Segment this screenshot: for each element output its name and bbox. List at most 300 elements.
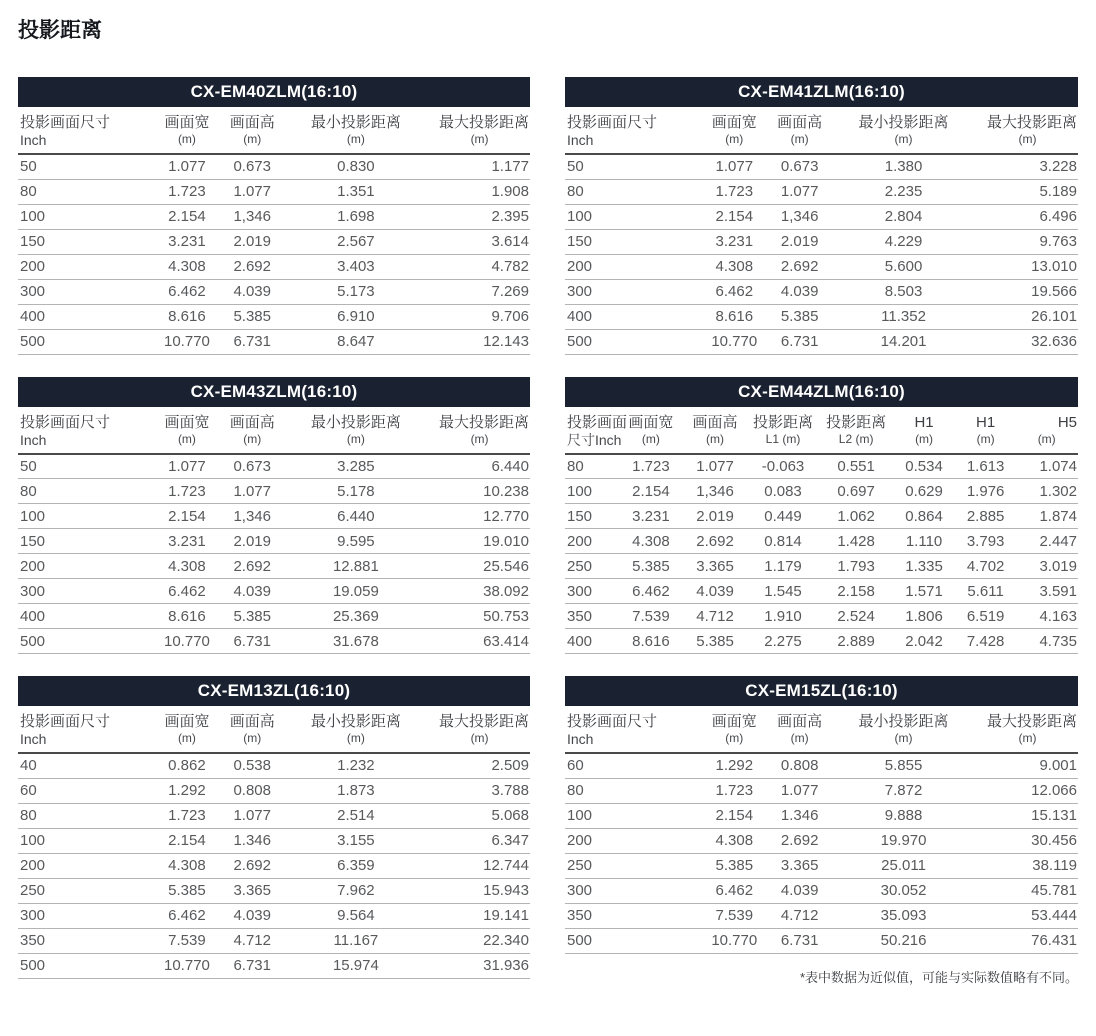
size-inch-cell: 300: [565, 279, 698, 304]
value-cell: 2.889: [819, 629, 893, 654]
table-row: [18, 504, 530, 529]
value-cell: -0.063: [747, 454, 819, 479]
value-cell: 6.462: [698, 279, 770, 304]
value-cell: 0.534: [893, 454, 955, 479]
value-cell: 0.862: [151, 753, 223, 778]
table-row: [18, 304, 530, 329]
value-cell: 6.731: [223, 629, 282, 654]
column-header: 画面高 (m): [223, 107, 282, 154]
value-cell: 50.753: [430, 604, 530, 629]
column-header: 画面宽 (m): [698, 107, 770, 154]
value-cell: 1.793: [819, 554, 893, 579]
value-cell: 1.571: [893, 579, 955, 604]
table-row: [565, 878, 1078, 903]
value-cell: 7.872: [829, 778, 978, 803]
value-cell: 6.440: [430, 454, 530, 479]
table-row: [565, 254, 1078, 279]
value-cell: 0.538: [223, 753, 282, 778]
value-cell: 2.692: [770, 828, 829, 853]
projection-distance-table: [18, 407, 530, 655]
value-cell: 4.712: [223, 928, 282, 953]
column-header: 投影画面 尺寸Inch: [565, 407, 619, 454]
value-cell: 7.269: [430, 279, 530, 304]
value-cell: 50.216: [829, 928, 978, 953]
value-cell: 2.158: [819, 579, 893, 604]
table-row: [565, 279, 1078, 304]
value-cell: 12.143: [430, 329, 530, 354]
value-cell: 4.039: [223, 903, 282, 928]
column-header: 最小投影距离 (m): [282, 407, 430, 454]
value-cell: 25.546: [430, 554, 530, 579]
table-row: [565, 803, 1078, 828]
value-cell: 9.763: [978, 229, 1078, 254]
value-cell: 30.052: [829, 878, 978, 903]
table-row: [18, 953, 530, 978]
value-cell: 3.591: [1016, 579, 1078, 604]
tables-grid: [18, 77, 1078, 986]
table-row: [565, 778, 1078, 803]
table-row: [565, 753, 1078, 778]
size-inch-cell: 300: [18, 279, 151, 304]
value-cell: 5.385: [223, 304, 282, 329]
table-row: [18, 903, 530, 928]
value-cell: 1.723: [151, 803, 223, 828]
value-cell: 6.462: [151, 579, 223, 604]
value-cell: 5.173: [282, 279, 430, 304]
size-inch-cell: 100: [18, 504, 151, 529]
value-cell: 2.042: [893, 629, 955, 654]
value-cell: 1.179: [747, 554, 819, 579]
value-cell: 19.059: [282, 579, 430, 604]
table-row: [565, 229, 1078, 254]
value-cell: 1.292: [151, 778, 223, 803]
value-cell: 1.074: [1016, 454, 1078, 479]
value-cell: 4.229: [829, 229, 978, 254]
value-cell: 2.509: [430, 753, 530, 778]
size-inch-cell: 60: [565, 753, 698, 778]
value-cell: 11.167: [282, 928, 430, 953]
value-cell: 5.189: [978, 179, 1078, 204]
value-cell: 0.830: [282, 154, 430, 179]
column-header: 投影距离 L2 (m): [819, 407, 893, 454]
size-inch-cell: 80: [18, 179, 151, 204]
value-cell: 9.595: [282, 529, 430, 554]
value-cell: 4.308: [698, 828, 770, 853]
value-cell: 1.806: [893, 604, 955, 629]
value-cell: 3.365: [683, 554, 747, 579]
size-inch-cell: 150: [18, 229, 151, 254]
value-cell: 8.616: [151, 604, 223, 629]
value-cell: 6.731: [770, 928, 829, 953]
size-inch-cell: 100: [18, 828, 151, 853]
size-inch-cell: 200: [565, 828, 698, 853]
value-cell: 38.119: [978, 853, 1078, 878]
projection-distance-table: [565, 107, 1078, 355]
value-cell: 6.347: [430, 828, 530, 853]
value-cell: 30.456: [978, 828, 1078, 853]
column-header: H1 (m): [893, 407, 955, 454]
projection-table-cx-em40zlm: [18, 77, 530, 355]
value-cell: 0.673: [223, 454, 282, 479]
value-cell: 5.600: [829, 254, 978, 279]
value-cell: 0.864: [893, 504, 955, 529]
value-cell: 10.770: [698, 928, 770, 953]
value-cell: 1,346: [223, 504, 282, 529]
size-inch-cell: 50: [565, 154, 698, 179]
value-cell: 5.855: [829, 753, 978, 778]
size-inch-cell: 250: [565, 853, 698, 878]
value-cell: 1.698: [282, 204, 430, 229]
value-cell: 2.395: [430, 204, 530, 229]
value-cell: 2.275: [747, 629, 819, 654]
value-cell: 1,346: [223, 204, 282, 229]
value-cell: 1.351: [282, 179, 430, 204]
value-cell: 5.068: [430, 803, 530, 828]
grid-cell-em13: [18, 676, 530, 979]
column-header: 画面高 (m): [770, 107, 829, 154]
size-inch-cell: 300: [565, 878, 698, 903]
table-row: [565, 853, 1078, 878]
column-header: 最小投影距离 (m): [282, 107, 430, 154]
column-header: 画面高 (m): [223, 706, 282, 753]
value-cell: 5.385: [770, 304, 829, 329]
value-cell: 4.039: [223, 279, 282, 304]
table-row: [18, 604, 530, 629]
table-row: [18, 828, 530, 853]
value-cell: 1.723: [619, 454, 683, 479]
value-cell: 6.462: [619, 579, 683, 604]
size-inch-cell: 500: [18, 953, 151, 978]
value-cell: 2.154: [619, 479, 683, 504]
column-header: H5 (m): [1016, 407, 1078, 454]
size-inch-cell: 400: [18, 304, 151, 329]
table-row: [18, 179, 530, 204]
projection-distance-table: [565, 407, 1078, 655]
value-cell: 4.712: [683, 604, 747, 629]
value-cell: 2.154: [151, 828, 223, 853]
value-cell: 1.077: [223, 803, 282, 828]
projection-table-cx-em41zlm: [565, 77, 1078, 355]
value-cell: 25.011: [829, 853, 978, 878]
column-header: 最小投影距离 (m): [829, 107, 978, 154]
value-cell: 5.385: [683, 629, 747, 654]
value-cell: 11.352: [829, 304, 978, 329]
value-cell: 5.385: [619, 554, 683, 579]
table-title-bar: [18, 377, 530, 407]
table-row: [565, 604, 1078, 629]
value-cell: 9.001: [978, 753, 1078, 778]
value-cell: 4.039: [770, 279, 829, 304]
value-cell: 8.503: [829, 279, 978, 304]
column-header: 最大投影距离 (m): [978, 107, 1078, 154]
table-row: [18, 778, 530, 803]
size-inch-cell: 50: [18, 154, 151, 179]
table-row: [565, 903, 1078, 928]
value-cell: 4.782: [430, 254, 530, 279]
size-inch-cell: 80: [18, 803, 151, 828]
column-header: 最大投影距离 (m): [978, 706, 1078, 753]
column-header: H1 (m): [955, 407, 1017, 454]
table-title: CX-EM41ZLM(16:10): [738, 82, 905, 101]
projection-table-cx-em44zlm: [565, 377, 1078, 655]
table-row: [565, 828, 1078, 853]
value-cell: 2.019: [770, 229, 829, 254]
value-cell: 2.524: [819, 604, 893, 629]
value-cell: 8.616: [619, 629, 683, 654]
value-cell: 1.613: [955, 454, 1017, 479]
value-cell: 6.731: [770, 329, 829, 354]
value-cell: 22.340: [430, 928, 530, 953]
table-title: CX-EM43ZLM(16:10): [190, 381, 358, 401]
value-cell: 2.885: [955, 504, 1017, 529]
table-row: [565, 928, 1078, 953]
table-title-bar: [565, 377, 1078, 407]
table-title: CX-EM15ZL(16:10): [745, 681, 898, 700]
value-cell: 15.131: [978, 803, 1078, 828]
table-row: [565, 579, 1078, 604]
value-cell: 1.908: [430, 179, 530, 204]
value-cell: 5.385: [223, 604, 282, 629]
size-inch-cell: 300: [18, 579, 151, 604]
value-cell: 2.154: [151, 504, 223, 529]
table-row: [18, 554, 530, 579]
column-header-row: [18, 407, 530, 454]
value-cell: 6.731: [223, 329, 282, 354]
size-inch-cell: 200: [18, 254, 151, 279]
grid-cell-em41: [565, 77, 1078, 355]
column-header: 画面高 (m): [683, 407, 747, 454]
column-header: 画面高 (m): [223, 407, 282, 454]
column-header: 画面宽 (m): [151, 407, 223, 454]
size-inch-cell: 50: [18, 454, 151, 479]
size-inch-cell: 150: [565, 229, 698, 254]
value-cell: 2.154: [151, 204, 223, 229]
size-inch-cell: 80: [565, 778, 698, 803]
value-cell: 19.566: [978, 279, 1078, 304]
size-inch-cell: 400: [565, 304, 698, 329]
value-cell: 32.636: [978, 329, 1078, 354]
column-header: 投影画面尺寸 Inch: [565, 107, 698, 154]
size-inch-cell: 400: [565, 629, 619, 654]
value-cell: 3.231: [698, 229, 770, 254]
value-cell: 1.177: [430, 154, 530, 179]
value-cell: 5.611: [955, 579, 1017, 604]
value-cell: 15.974: [282, 953, 430, 978]
table-row: [18, 579, 530, 604]
value-cell: 0.814: [747, 529, 819, 554]
value-cell: 2.692: [223, 853, 282, 878]
value-cell: 1,346: [770, 204, 829, 229]
table-row: [18, 853, 530, 878]
value-cell: 76.431: [978, 928, 1078, 953]
value-cell: 1.302: [1016, 479, 1078, 504]
value-cell: 4.735: [1016, 629, 1078, 654]
value-cell: 6.462: [151, 903, 223, 928]
size-inch-cell: 200: [18, 554, 151, 579]
value-cell: 9.706: [430, 304, 530, 329]
column-header: 最小投影距离 (m): [829, 706, 978, 753]
value-cell: 38.092: [430, 579, 530, 604]
value-cell: 10.770: [151, 953, 223, 978]
table-row: [18, 928, 530, 953]
table-row: [18, 229, 530, 254]
value-cell: 3.231: [151, 229, 223, 254]
value-cell: 0.808: [770, 753, 829, 778]
value-cell: 1.346: [223, 828, 282, 853]
table-row: [565, 629, 1078, 654]
table-title: CX-EM13ZL(16:10): [197, 681, 351, 700]
size-inch-cell: 400: [18, 604, 151, 629]
size-inch-cell: 80: [18, 479, 151, 504]
value-cell: 4.308: [151, 254, 223, 279]
value-cell: 1.874: [1016, 504, 1078, 529]
value-cell: 3.285: [282, 454, 430, 479]
table-row: [565, 154, 1078, 179]
value-cell: 19.970: [829, 828, 978, 853]
size-inch-cell: 100: [565, 803, 698, 828]
column-header: 最大投影距离 (m): [430, 706, 530, 753]
value-cell: 12.066: [978, 778, 1078, 803]
value-cell: 7.539: [698, 903, 770, 928]
projection-distance-table: [18, 107, 530, 355]
value-cell: 1.110: [893, 529, 955, 554]
value-cell: 2.692: [223, 554, 282, 579]
value-cell: 0.551: [819, 454, 893, 479]
value-cell: 19.141: [430, 903, 530, 928]
column-header: 投影距离 L1 (m): [747, 407, 819, 454]
value-cell: 2.019: [223, 529, 282, 554]
value-cell: 4.702: [955, 554, 1017, 579]
table-row: [18, 753, 530, 778]
size-inch-cell: 350: [565, 903, 698, 928]
value-cell: 8.616: [151, 304, 223, 329]
value-cell: 3.231: [151, 529, 223, 554]
value-cell: 3.403: [282, 254, 430, 279]
value-cell: 2.154: [698, 204, 770, 229]
table-title-bar: [18, 676, 530, 706]
value-cell: 5.385: [698, 853, 770, 878]
table-row: [18, 204, 530, 229]
value-cell: 2.154: [698, 803, 770, 828]
column-header: 投影画面尺寸 Inch: [18, 706, 151, 753]
value-cell: 1.723: [151, 179, 223, 204]
value-cell: 0.808: [223, 778, 282, 803]
value-cell: 7.428: [955, 629, 1017, 654]
table-row: [565, 554, 1078, 579]
value-cell: 4.308: [619, 529, 683, 554]
value-cell: 3.019: [1016, 554, 1078, 579]
column-header: 画面宽 (m): [151, 706, 223, 753]
value-cell: 3.614: [430, 229, 530, 254]
size-inch-cell: 150: [565, 504, 619, 529]
table-title-bar: [18, 77, 530, 107]
value-cell: 6.496: [978, 204, 1078, 229]
table-row: [18, 454, 530, 479]
value-cell: 4.712: [770, 903, 829, 928]
value-cell: 1.428: [819, 529, 893, 554]
value-cell: 1,346: [683, 479, 747, 504]
table-row: [565, 504, 1078, 529]
size-inch-cell: 350: [18, 928, 151, 953]
value-cell: 63.414: [430, 629, 530, 654]
table-row: [18, 629, 530, 654]
value-cell: 6.731: [223, 953, 282, 978]
value-cell: 1.723: [698, 778, 770, 803]
value-cell: 0.673: [770, 154, 829, 179]
value-cell: 1.077: [770, 179, 829, 204]
table-row: [565, 204, 1078, 229]
value-cell: 4.308: [151, 554, 223, 579]
value-cell: 2.692: [223, 254, 282, 279]
column-header: 画面宽 (m): [698, 706, 770, 753]
size-inch-cell: 100: [18, 204, 151, 229]
value-cell: 10.770: [151, 629, 223, 654]
value-cell: 3.228: [978, 154, 1078, 179]
table-row: [565, 529, 1078, 554]
column-header: 最大投影距离 (m): [430, 107, 530, 154]
table-row: [18, 254, 530, 279]
footnote: *表中数据为近似值，可能与实际数值略有不同。: [799, 969, 1078, 985]
value-cell: 12.770: [430, 504, 530, 529]
table-row: [565, 454, 1078, 479]
projection-distance-table: [565, 706, 1078, 954]
size-inch-cell: 250: [565, 554, 619, 579]
value-cell: 2.567: [282, 229, 430, 254]
size-inch-cell: 80: [565, 179, 698, 204]
size-inch-cell: 100: [565, 479, 619, 504]
column-header: 投影画面尺寸 Inch: [18, 407, 151, 454]
value-cell: 13.010: [978, 254, 1078, 279]
projection-table-cx-em43zlm: [18, 377, 530, 655]
value-cell: 6.462: [151, 279, 223, 304]
value-cell: 2.235: [829, 179, 978, 204]
table-row: [18, 479, 530, 504]
table-row: [565, 179, 1078, 204]
value-cell: 1.335: [893, 554, 955, 579]
value-cell: 1.077: [223, 179, 282, 204]
column-header: 投影画面尺寸 Inch: [18, 107, 151, 154]
value-cell: 3.155: [282, 828, 430, 853]
value-cell: 1.380: [829, 154, 978, 179]
projection-table-cx-em15zl: [565, 676, 1078, 954]
value-cell: 2.514: [282, 803, 430, 828]
grid-cell-em40: [18, 77, 530, 355]
value-cell: 9.564: [282, 903, 430, 928]
projection-table-cx-em13zl: [18, 676, 530, 979]
size-inch-cell: 150: [18, 529, 151, 554]
size-inch-cell: 350: [565, 604, 619, 629]
value-cell: 2.019: [683, 504, 747, 529]
value-cell: 1.723: [151, 479, 223, 504]
size-inch-cell: 500: [565, 928, 698, 953]
value-cell: 2.019: [223, 229, 282, 254]
value-cell: 1.292: [698, 753, 770, 778]
table-row: [18, 329, 530, 354]
value-cell: 6.519: [955, 604, 1017, 629]
value-cell: 4.039: [223, 579, 282, 604]
value-cell: 5.385: [151, 878, 223, 903]
value-cell: 1.077: [223, 479, 282, 504]
value-cell: 1.077: [683, 454, 747, 479]
column-header: 画面宽 (m): [151, 107, 223, 154]
value-cell: 4.039: [770, 878, 829, 903]
value-cell: 7.962: [282, 878, 430, 903]
size-inch-cell: 500: [18, 629, 151, 654]
size-inch-cell: 40: [18, 753, 151, 778]
value-cell: 0.083: [747, 479, 819, 504]
value-cell: 2.692: [683, 529, 747, 554]
column-header-row: [18, 706, 530, 753]
